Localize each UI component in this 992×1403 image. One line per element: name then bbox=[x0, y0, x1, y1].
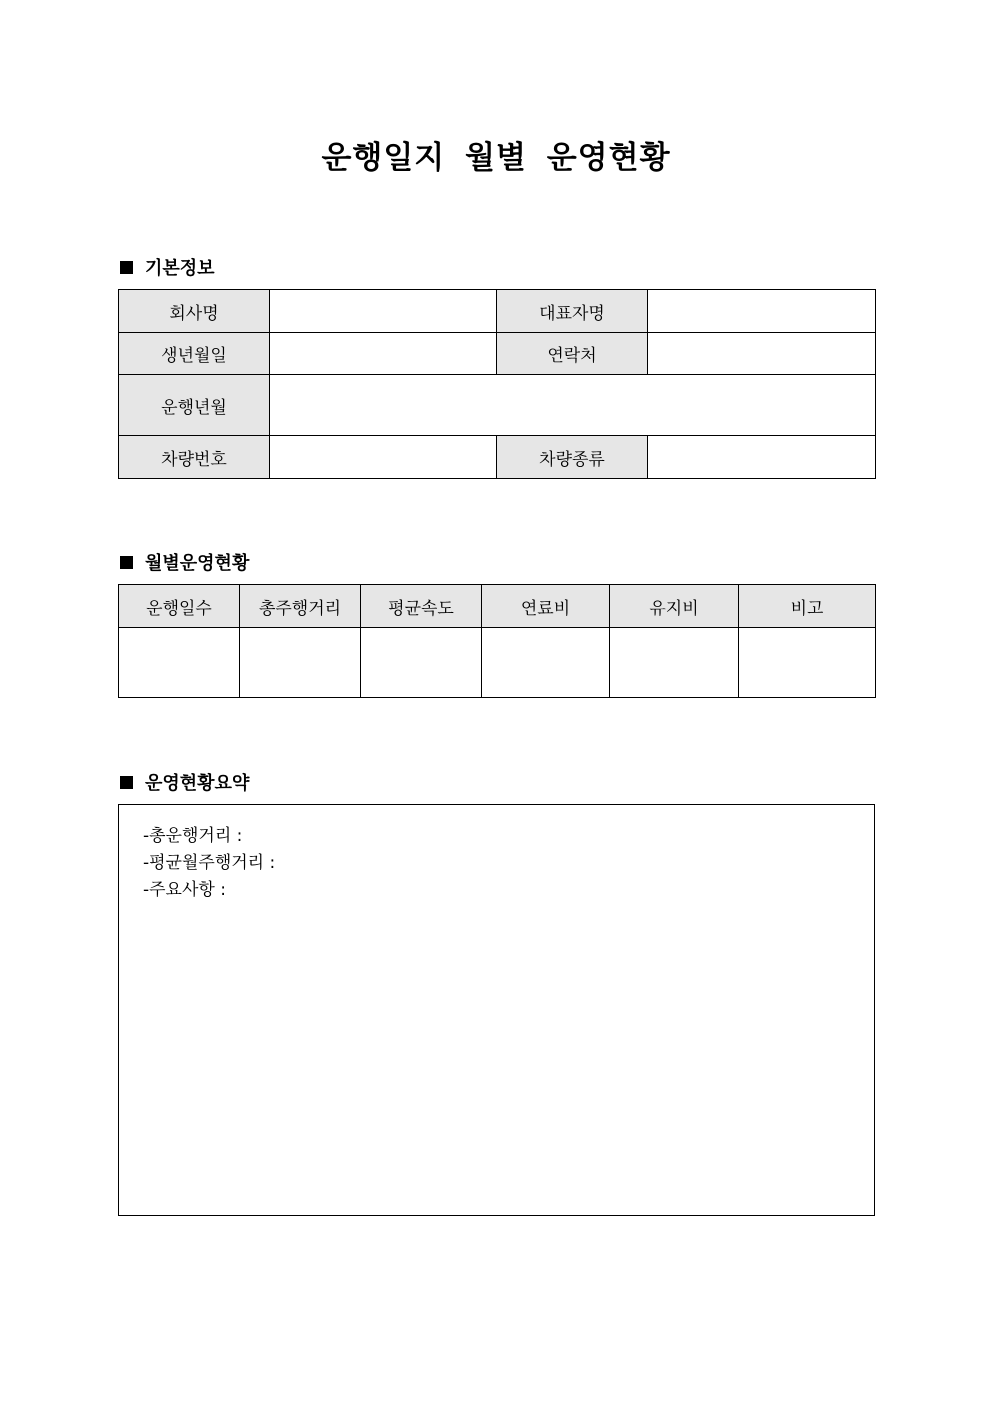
representative-label: 대표자명 bbox=[497, 290, 648, 333]
basic-info-table bbox=[118, 289, 876, 479]
operation-month-field[interactable] bbox=[270, 375, 876, 436]
basic-info-heading-text: 기본정보 bbox=[145, 258, 215, 279]
operation-month-label: 운행년월 bbox=[119, 375, 270, 436]
operating-days-cell[interactable] bbox=[119, 628, 240, 698]
total-distance-cell[interactable] bbox=[240, 628, 361, 698]
square-bullet-icon bbox=[120, 556, 133, 569]
summary-key-notes-line: -주요사항 : bbox=[143, 880, 226, 900]
company-label: 회사명 bbox=[119, 290, 270, 333]
monthly-status-heading-text: 월별운영현황 bbox=[145, 553, 250, 574]
table-row bbox=[119, 375, 876, 436]
birthdate-field[interactable] bbox=[270, 333, 497, 375]
vehicle-number-label: 차량번호 bbox=[119, 436, 270, 479]
fuel-cost-cell[interactable] bbox=[482, 628, 610, 698]
vehicle-type-label: 차량종류 bbox=[497, 436, 648, 479]
contact-field[interactable] bbox=[648, 333, 876, 375]
table-row bbox=[119, 628, 876, 698]
monthly-status-table bbox=[118, 584, 876, 698]
representative-field[interactable] bbox=[648, 290, 876, 333]
square-bullet-icon bbox=[120, 776, 133, 789]
column-header-fuel-cost: 연료비 bbox=[482, 585, 610, 628]
column-header-operating-days: 운행일수 bbox=[119, 585, 240, 628]
summary-box[interactable] bbox=[118, 804, 875, 1216]
remarks-cell[interactable] bbox=[739, 628, 876, 698]
summary-lines bbox=[143, 823, 275, 904]
table-header-row bbox=[119, 585, 876, 628]
column-header-remarks: 비고 bbox=[739, 585, 876, 628]
vehicle-type-field[interactable] bbox=[648, 436, 876, 479]
column-header-average-speed: 평균속도 bbox=[361, 585, 482, 628]
table-row bbox=[119, 333, 876, 375]
summary-heading bbox=[120, 769, 249, 795]
summary-heading-text: 운영현황요약 bbox=[145, 773, 250, 794]
maintenance-cost-cell[interactable] bbox=[610, 628, 739, 698]
summary-total-distance-line: -총운행거리 : bbox=[143, 826, 243, 846]
contact-label: 연락처 bbox=[497, 333, 648, 375]
vehicle-number-field[interactable] bbox=[270, 436, 497, 479]
monthly-status-heading bbox=[120, 549, 249, 575]
average-speed-cell[interactable] bbox=[361, 628, 482, 698]
table-row bbox=[119, 290, 876, 333]
square-bullet-icon bbox=[120, 261, 133, 274]
birthdate-label: 생년월일 bbox=[119, 333, 270, 375]
document-title: 운행일지 월별 운영현황 bbox=[321, 140, 671, 176]
column-header-total-distance: 총주행거리 bbox=[240, 585, 361, 628]
table-row bbox=[119, 436, 876, 479]
basic-info-heading bbox=[120, 254, 215, 280]
company-field[interactable] bbox=[270, 290, 497, 333]
summary-monthly-average-line: -평균월주행거리 : bbox=[143, 853, 276, 873]
column-header-maintenance-cost: 유지비 bbox=[610, 585, 739, 628]
